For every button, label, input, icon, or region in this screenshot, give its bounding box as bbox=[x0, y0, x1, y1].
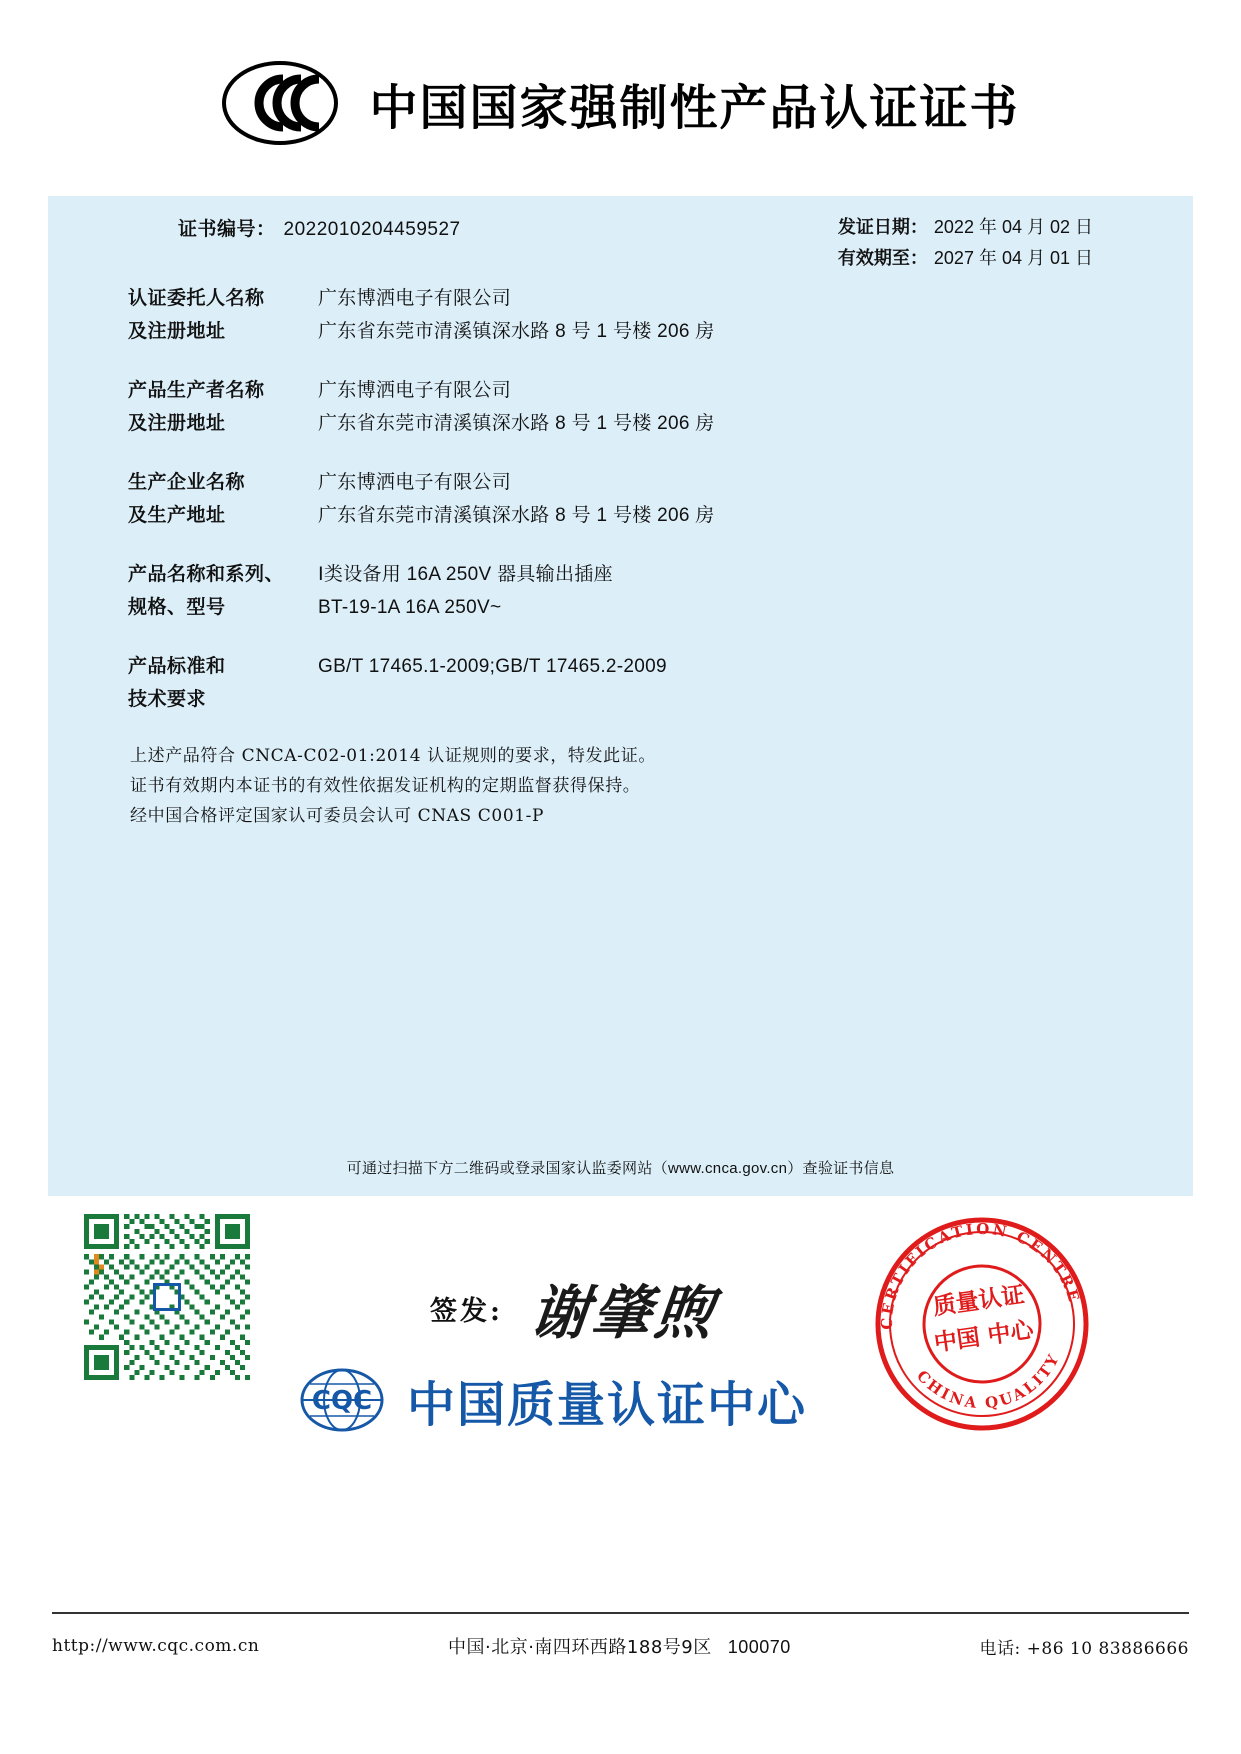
signature-label: 签发: bbox=[430, 1295, 503, 1327]
field-label bbox=[128, 558, 318, 624]
certificate-number-value: 2022010204459527 bbox=[283, 219, 461, 240]
field-product-model bbox=[128, 558, 1133, 624]
issue-date-label: 发证日期： bbox=[837, 217, 928, 238]
field-producer bbox=[128, 374, 1133, 440]
page-footer bbox=[52, 1626, 1189, 1666]
certificate-dates bbox=[838, 212, 1093, 274]
note-line-2: 证书有效期内本证书的有效性依据发证机构的定期监督获得保持。 bbox=[130, 776, 641, 796]
issuer-name: 中国质量认证中心 bbox=[407, 1376, 808, 1433]
field-value bbox=[318, 374, 715, 440]
field-value-line2: 广东省东莞市清溪镇深水路 8 号 1 号楼 206 房 bbox=[318, 505, 715, 526]
field-value-line1: 广东博洒电子有限公司 bbox=[318, 380, 512, 401]
field-value-line2: 广东省东莞市清溪镇深水路 8 号 1 号楼 206 房 bbox=[318, 413, 715, 434]
field-value-line1: Ⅰ类设备用 16A 250V 器具输出插座 bbox=[318, 564, 613, 585]
svg-text:CERTIFICATION CENTRE: CERTIFICATION CENTRE bbox=[877, 1219, 1084, 1330]
svg-text:质量认证: 质量认证 bbox=[931, 1281, 1027, 1321]
field-label-line2: 及注册地址 bbox=[128, 321, 226, 342]
official-seal bbox=[862, 1204, 1102, 1444]
certificate-fields bbox=[128, 282, 1133, 742]
svg-text:CQC: CQC bbox=[311, 1386, 373, 1416]
footer-website[interactable]: http://www.cqc.com.cn bbox=[52, 1636, 260, 1656]
field-label-line2: 规格、型号 bbox=[128, 597, 226, 618]
issue-date-row bbox=[838, 212, 1093, 243]
footer-divider bbox=[52, 1612, 1189, 1614]
footer-zip: 100070 bbox=[727, 1637, 791, 1657]
signature-name: 谢肇煦 bbox=[526, 1279, 721, 1347]
certificate-number-label: 证书编号： bbox=[178, 218, 276, 240]
issuer-row bbox=[290, 1364, 807, 1436]
field-label bbox=[128, 650, 318, 716]
field-label-line1: 产品名称和系列、 bbox=[128, 564, 285, 585]
field-value-line1: 广东博洒电子有限公司 bbox=[318, 288, 512, 309]
field-value-line2: BT-19-1A 16A 250V~ bbox=[318, 597, 502, 618]
footer-phone: 电话: +86 10 83886666 bbox=[979, 1638, 1189, 1659]
field-value bbox=[318, 282, 715, 348]
field-label bbox=[128, 466, 318, 532]
field-factory bbox=[128, 466, 1133, 532]
ccc-logo-icon bbox=[221, 61, 339, 145]
expiry-date-value: 2027 年 04 月 01 日 bbox=[933, 248, 1093, 268]
signature-row bbox=[430, 1266, 721, 1350]
field-applicant bbox=[128, 282, 1133, 348]
verify-note: 可通过扫描下方二维码或登录国家认监委网站（www.cnca.gov.cn）查验证书信息 bbox=[346, 1160, 895, 1177]
certificate-body-panel bbox=[48, 196, 1193, 1196]
field-label-line1: 产品标准和 bbox=[128, 656, 226, 677]
certificate-notes bbox=[130, 741, 656, 831]
field-value bbox=[318, 466, 715, 532]
qr-code-icon bbox=[84, 1214, 250, 1380]
field-label-line2: 技术要求 bbox=[128, 689, 207, 710]
field-label-line2: 及生产地址 bbox=[128, 505, 226, 526]
expiry-date-row bbox=[838, 243, 1093, 274]
field-label bbox=[128, 282, 318, 348]
field-value-line1: 广东博洒电子有限公司 bbox=[318, 472, 512, 493]
field-value bbox=[318, 558, 613, 624]
field-label-line1: 产品生产者名称 bbox=[128, 380, 265, 401]
footer-address-block bbox=[448, 1633, 791, 1659]
issue-date-value: 2022 年 04 月 02 日 bbox=[933, 217, 1093, 237]
note-line-3: 经中国合格评定国家认可委员会认可 CNAS C001-P bbox=[130, 806, 545, 826]
field-value-line1: GB/T 17465.1-2009;GB/T 17465.2-2009 bbox=[318, 656, 667, 677]
field-value-line2: 广东省东莞市清溪镇深水路 8 号 1 号楼 206 房 bbox=[318, 321, 715, 342]
field-label bbox=[128, 374, 318, 440]
field-label-line1: 认证委托人名称 bbox=[128, 288, 265, 309]
certificate-qr-code[interactable] bbox=[84, 1214, 250, 1380]
svg-text:中国 中心: 中国 中心 bbox=[932, 1317, 1036, 1357]
field-label-line2: 及注册地址 bbox=[128, 413, 226, 434]
field-value bbox=[318, 650, 667, 716]
note-line-1: 上述产品符合 CNCA-C02-01:2014 认证规则的要求，特发此证。 bbox=[130, 746, 656, 766]
certificate-number bbox=[178, 214, 461, 241]
signature-area bbox=[0, 1196, 1241, 1526]
field-label-line1: 生产企业名称 bbox=[128, 472, 246, 493]
field-standards bbox=[128, 650, 1133, 716]
page-header bbox=[0, 48, 1241, 158]
footer-address: 中国·北京·南四环西路188号9区 bbox=[447, 1637, 712, 1658]
expiry-date-label: 有效期至： bbox=[837, 248, 928, 269]
cqc-logo-icon bbox=[290, 1364, 395, 1436]
svg-text:CHINA QUALITY: CHINA QUALITY bbox=[913, 1349, 1064, 1413]
page-title: 中国国家强制性产品认证证书 bbox=[369, 79, 1020, 136]
